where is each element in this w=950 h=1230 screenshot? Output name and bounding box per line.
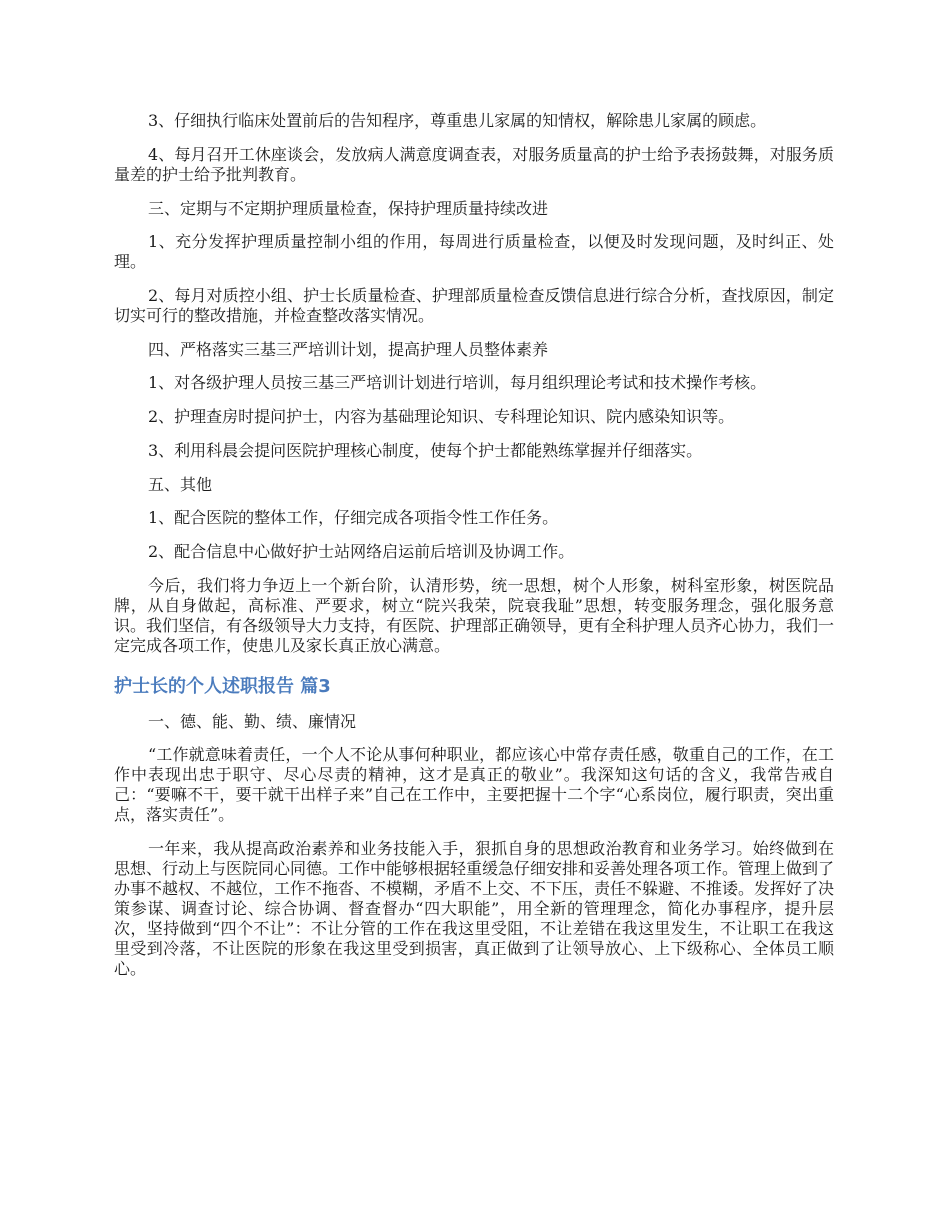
paragraph: 2、配合信息中心做好护士站网络启运前后培训及协调工作。 [148,542,575,561]
paragraph: 1、对各级护理人员按三基三严培训计划进行培训，每月组织理论考试和技术操作考核。 [148,373,767,392]
paragraph: “工作就意味着责任，一个人不论从事何种职业，都应该心中常存责任感，敬重自己的工作，在工作中表现出忠于职守、尽心尽责的精神，这才是真正的敬业”。我深知这句话的含义，我常告戒自己：“要嘛不干，要干就干出样子来”自己在工作中，主要把握十二个字“心系岗位，履行职责，突出重点，落实责任”。 [114,745,834,824]
paragraph: 今后，我们将力争迈上一个新台阶，认清形势，统一思想，树个人形象，树科室形象，树医院品牌，从自身做起，高标准、严要求，树立“院兴我荣，院衰我耻”思想，转变服务理念，强化服务意识。我们坚信，有各级领导大力支持，有医院、护理部正确领导，更有全科护理人员齐心协力，我们一定完成各项工作，使患儿及家长真正放心满意。 [114,576,835,655]
document-page [114,111,834,993]
subheading: 五、其他 [148,475,213,494]
paragraph: 3、利用科晨会提问医院护理核心制度，使每个护士都能熟练掌握并仔细落实。 [148,441,703,460]
paragraph: 2、每月对质控小组、护士长质量检查、护理部质量检查反馈信息进行综合分析，查找原因，制定切实可行的整改措施，并检查整改落实情况。 [114,286,834,325]
section-heading: 护士长的个人述职报告 篇3 [114,676,331,697]
subheading: 一、德、能、勤、绩、廉情况 [148,712,357,731]
paragraph: 1、配合医院的整体工作，仔细完成各项指令性工作任务。 [148,508,559,527]
paragraph: 4、每月召开工休座谈会，发放病人满意度调查表，对服务质量高的护士给予表扬鼓舞，对服务质量差的护士给予批判教育。 [114,145,834,184]
paragraph: 2、护理查房时提问护士，内容为基础理论知识、专科理论知识、院内感染知识等。 [148,407,735,426]
paragraph: 1、充分发挥护理质量控制小组的作用，每周进行质量检查，以便及时发现问题，及时纠正、处理。 [114,232,834,271]
paragraph: 3、仔细执行临床处置前后的告知程序，尊重患儿家属的知情权，解除患儿家属的顾虑。 [148,111,767,130]
subheading: 三、定期与不定期护理质量检查，保持护理质量持续改进 [148,199,549,218]
paragraph: 一年来，我从提高政治素养和业务技能入手，狠抓自身的思想政治教育和业务学习。始终做到在思想、行动上与医院同心同德。工作中能够根据轻重缓急仔细安排和妥善处理各项工作。管理上做到了办事不越权、不越位，工作不拖沓、不模糊，矛盾不上交、不下压，责任不躲避、不推诿。发挥好了决策参谋、调查讨论、综合协调、督查督办“四大职能”，用全新的管理理念，简化办事程序，提升层次，坚持做到“四个不让”：不让分管的工作在我这里受阻，不让差错在我这里发生，不让职工在我这里受到冷落，不让医院的形象在我这里受到损害，真正做到了让领导放心、上下级称心、全体员工顺心。 [114,839,835,978]
subheading: 四、严格落实三基三严培训计划，提高护理人员整体素养 [148,340,549,359]
